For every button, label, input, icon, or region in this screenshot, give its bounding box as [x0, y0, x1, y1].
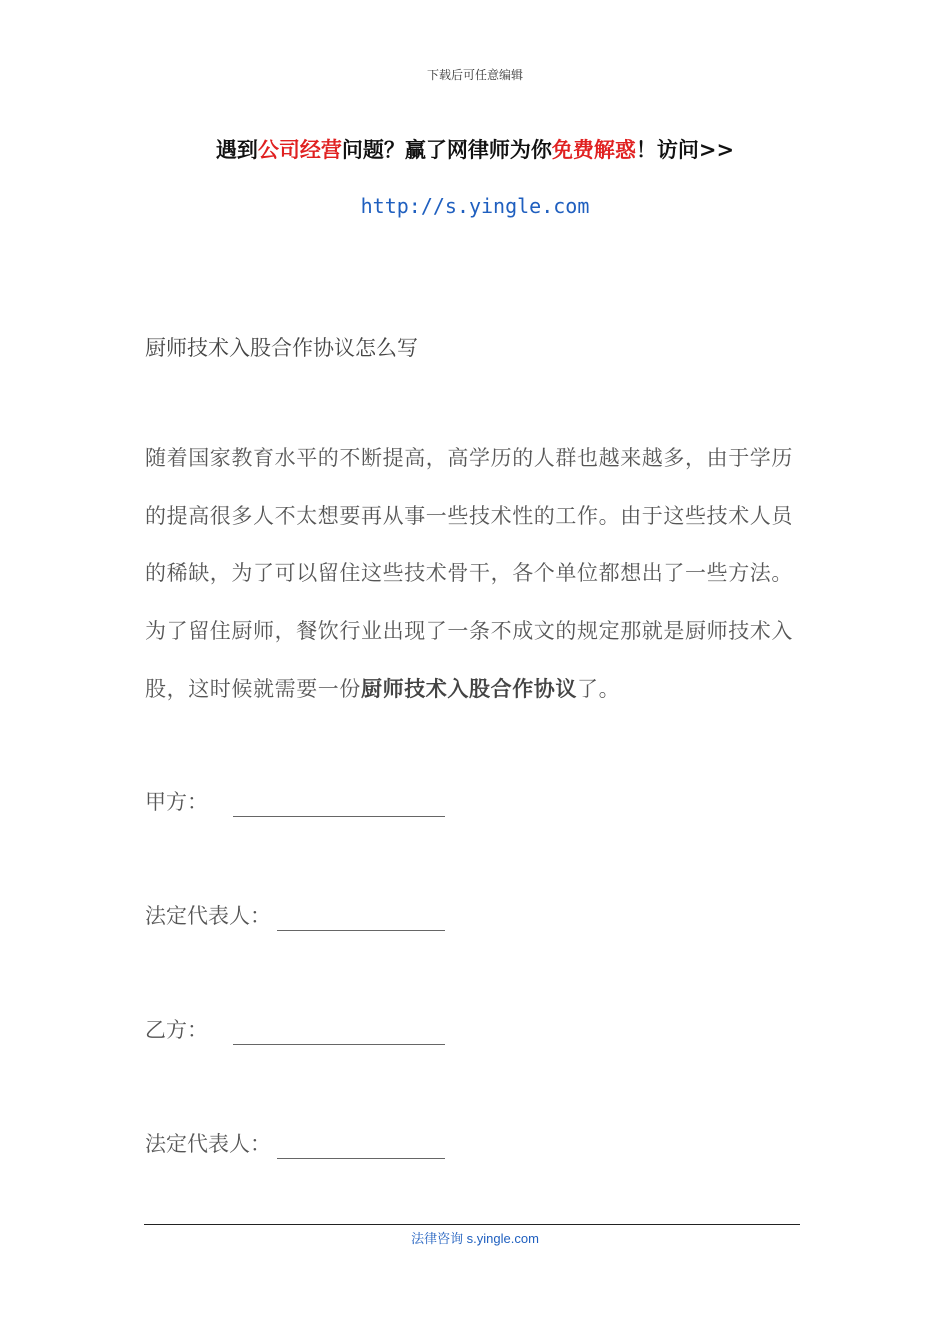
party-a-representative-field: [145, 900, 271, 930]
promo-highlight-company: 公司经营: [257, 137, 342, 162]
intro-text: 随着国家教育水平的不断提高，高学历的人群也越来越多，由于学历的提高很多人不太想要再从事一些技术性的工作。由于这些技术人员的稀缺，为了可以留住这些技术骨干，各个单位都想出了一些方法。为了留住厨师，餐饮行业出现了一条不成文的规定那就是厨师技术入股，这时候就需要一份: [145, 446, 793, 701]
promo-text-2: 问题？赢了网律师为你: [341, 137, 552, 162]
party-a-field: [145, 786, 208, 816]
party-b-blank[interactable]: [233, 1044, 445, 1045]
party-b-field: [145, 1014, 208, 1044]
party-b-representative-label: 法定代表人：: [145, 1132, 271, 1156]
footer-divider: [144, 1224, 800, 1225]
footer-link[interactable]: 法律咨询 s.yingle.com: [411, 1231, 539, 1246]
intro-bold-term: 厨师技术入股合作协议: [361, 676, 577, 701]
promo-text-3: ！访问>>: [635, 137, 735, 162]
page-header-note: 下载后可任意编辑: [426, 68, 523, 82]
document-title: 厨师技术入股合作协议怎么写: [145, 336, 418, 360]
promo-text-1: 遇到: [215, 137, 258, 162]
party-a-representative-label: 法定代表人：: [145, 904, 271, 928]
party-a-label: 甲方：: [145, 790, 208, 814]
party-b-representative-blank[interactable]: [277, 1158, 445, 1159]
intro-text-end: 了。: [577, 677, 621, 701]
promo-banner[interactable]: [0, 134, 950, 164]
promo-highlight-free: 免费解惑: [551, 137, 636, 162]
party-b-label: 乙方：: [145, 1018, 208, 1042]
promo-link[interactable]: http://s.yingle.com: [360, 194, 590, 218]
party-a-representative-blank[interactable]: [277, 930, 445, 931]
party-a-blank[interactable]: [233, 816, 445, 817]
party-b-representative-field: [145, 1128, 271, 1158]
intro-paragraph: [145, 430, 810, 719]
